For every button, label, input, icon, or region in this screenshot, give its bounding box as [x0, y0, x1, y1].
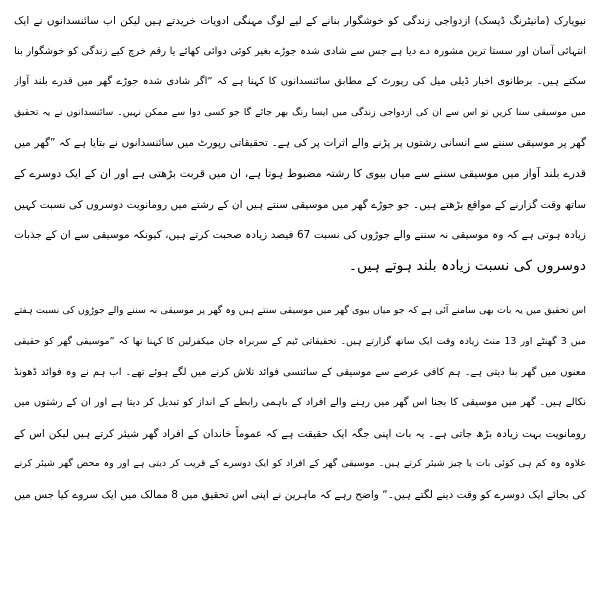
- text-line: اس تحقیق میں یہ بات بھی سامنے آئی ہے کہ جو میاں بیوی گھر میں موسیقی سنتے ہیں وہ گھر پر موسیقی نہ سننے والے جوڑوں کی نسبت ہفتے: [14, 305, 586, 317]
- text-line: رومانویت بہت زیادہ بڑھ جاتی ہے۔ یہ بات اپنی جگہ ایک حقیقت ہے کہ عموماً خاندان کے افراد گھر شیئر کرتے ہیں لیکن اس کے: [14, 427, 586, 440]
- text-line: نکالے ہیں۔ گھر میں موسیقی کا بجنا اس گھر میں رہنے والے افراد کے باہمی رابطے کے انداز کو تبدیل کر دیتا ہے اور ان کے رشتوں میں: [14, 397, 586, 409]
- text-line: انتہائی آسان اور سستا ترین مشورہ دے دیا ہے جس سے شادی شدہ جوڑے بغیر کوئی دوائی کھائے یا رقم خرچ کیے زندگی کو خوشگوار بنا: [14, 45, 586, 57]
- text-line: میں موسیقی سنا کریں تو اس سے ان کی ازدواجی زندگی میں ایسا رنگ بھر جائے گا جو کسی دوا سے ممکن نہیں۔ سائنسدانوں نے یہ تحقیق: [14, 106, 586, 118]
- text-line: زیادہ ہوتی ہے کہ وہ موسیقی نہ سننے والے جوڑوں کی نسبت 67 فیصد زیادہ صحبت کرتے ہیں، کیونکہ موسیقی سے ان کے جذبات: [14, 229, 586, 242]
- text-line: سکتے ہیں۔ برطانوی اخبار ڈیلی میل کی رپورٹ کے مطابق سائنسدانوں کا کہنا ہے کہ ”اگر شادی شدہ جوڑے گھر میں قدرے بلند آواز: [14, 76, 586, 88]
- text-line: نیویارک (مانیٹرنگ ڈیسک) ازدواجی زندگی کو خوشگوار بنانے کے لیے لوگ مہنگی ادویات خریدتے ہیں لیکن اب سائنسدانوں نے ایک: [14, 15, 586, 27]
- article-paragraph-2: [14, 296, 586, 510]
- text-line: علاوہ وہ کم ہی کوئی بات یا چیز شیئر کرتے ہیں۔ موسیقی گھر کے افراد کو ایک دوسرے کے قریب کر دیتی ہے اور وہ محض گھر شیئر کرنے: [14, 458, 586, 470]
- text-line: کی بجائے ایک دوسرے کو وقت دینے لگتے ہیں۔“ واضح رہے کہ ماہرین نے اپنی اس تحقیق میں 8 ممالک میں ایک سروے کیا جس میں: [14, 488, 586, 501]
- text-line: میں 3 گھنٹے اور 13 منٹ زیادہ وقت ایک ساتھ گزارتے ہیں۔ تحقیقاتی ٹیم کے سربراہ جان میکفرلین کا کہنا تھا کہ ”موسیقی گھر کو حقیقی: [14, 335, 586, 347]
- paragraph-spacer: [14, 281, 586, 296]
- text-line: گھر پر موسیقی سننے سے انسانی رشتوں پر پڑنے والے اثرات پر کی ہے۔ تحقیقاتی رپورٹ میں سائنسدانوں نے بتایا ہے کہ ”گھر میں: [14, 137, 586, 150]
- text-line-last: دوسروں کی نسبت زیادہ بلند ہوتے ہیں۔: [348, 257, 586, 274]
- article-paragraph-1: [14, 6, 586, 281]
- text-line: ساتھ وقت گزارنے کے مواقع بڑھتے ہیں۔ جو جوڑے گھر میں موسیقی سنتے ہیں ان کے رشتے میں رومانویت دوسروں کی نسبت کہیں: [14, 198, 586, 211]
- text-line: معنوں میں گھر بنا دیتی ہے۔ ہم کافی عرصے سے موسیقی کے سائنسی فوائد تلاش کرنے میں لگے ہوئے تھے۔ اب ہم نے وہ فوائد ڈھونڈ: [14, 366, 586, 378]
- text-line: قدرے بلند آواز میں موسیقی سننے سے میاں بیوی کا رشتہ مضبوط ہوتا ہے، ان میں قربت بڑھتی ہے اور ان کے ایک دوسرے کے: [14, 166, 586, 180]
